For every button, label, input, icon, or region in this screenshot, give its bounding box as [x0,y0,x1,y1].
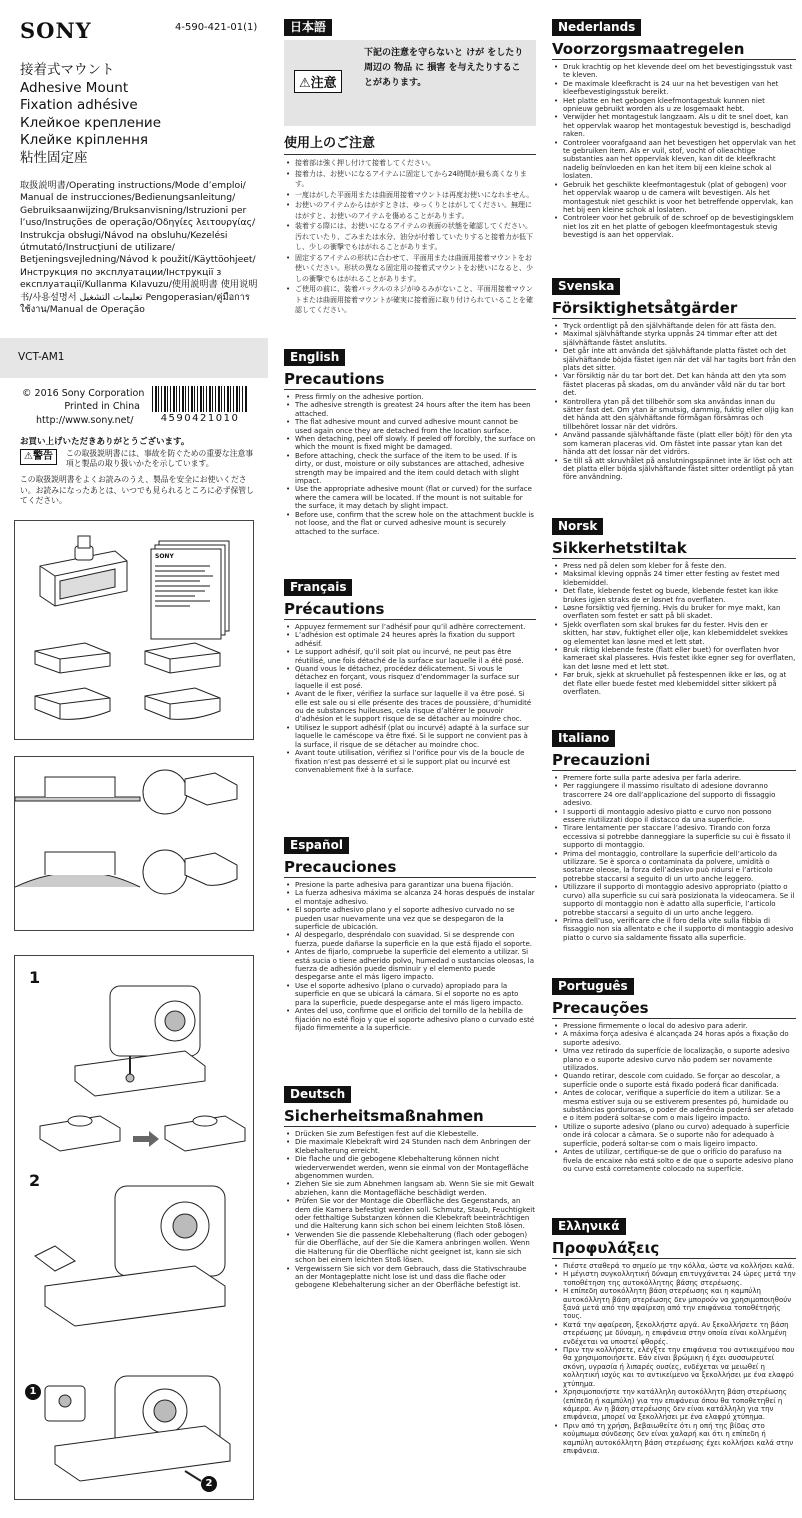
step2-camera-drawing [35,1186,225,1326]
instruction-sheet-drawing [151,541,229,639]
section-norwegian [552,515,796,697]
list-item: • Before use, confirm that the screw hole on the attachment buckle is not loose, and the flat or curved adhesive mount is securely attached to the surface. [284,511,536,536]
list-item: • ご使用の前に、装着バックルのネジがゆるみがないこと、平面用接着マウントまたは曲面用接着マウントが確実に接着面に取り付けられていることを確認してください。 [284,284,536,316]
list-item: • Prima dell’uso, verificare che il foro della vite sulla fibbia di fissaggio non sia allentato e che il supporto di montaggio adesivo piatto o curvo sia saldamente fissato alla superficie. [552,917,796,942]
list-item: • Χρησιμοποιήστε την κατάλληλη αυτοκόλλητη βάση στερέωσης (επίπεδη ή καμπύλη) για την επιφάνεια όπου θα τοποθετηθεί η κάμερα. Αν η βάση στερέωσης δεν είναι κατάλληλη για την επιφάνεια, μπορεί να ξεκολλήσει με ένα ελαφρύ χτύπημα. [552,1388,796,1422]
list-item: • Antes de fijarlo, compruebe la superficie del elemento a utilizar. Si está sucia o tiene adherido polvo, humedad o sustancias oleosas, la fuerza de adhesión puede disminuir y el elemento puede despegarse ante el más ligero impacto. [284,948,536,982]
list-item: • 装着する際には、お使いになるアイテムの表面の状態を確認してください。汚れていたり、ごみまたは水分、油分が付着していたりすると接着力が低下し、少しの衝撃でもはがれることがあります。 [284,221,536,253]
barcode [152,386,248,412]
product-titles [20,62,161,167]
list-item: • Avant toute utilisation, vérifiez si l’orifice pour vis de la boucle de fixation n’est pas desserré et si le support plat ou incurvé est convenablement fixé à la surface. [284,749,536,774]
sheet-sony-logo: SONY [155,553,174,560]
list-item: • Ziehen Sie sie zum Abnehmen langsam ab. Wenn Sie sie mit Gewalt abziehen, kann die Montagefläche beschädigt werden. [284,1180,536,1197]
attachment-buckle-drawing [40,536,127,606]
list-item: • Quando retirar, descole com cuidado. Se forçar ao descolar, a superfície onde o suporte está fixado poderá ficar danificada. [552,1072,796,1089]
section-italian [552,727,796,942]
list-item: • Druk krachtig op het klevende deel om het bevestigingsstuk vast te kleven. [552,63,796,80]
list-item: • Utilize o suporte adesivo (plano ou curvo) adequado à superfície onde irá colocar a câmara. Se o suporte não for adequado à superfície, poderá soltar-se com o mais ligeiro impacto. [552,1123,796,1148]
lang-badge-en: English [284,349,345,366]
lang-badge-ja: 日本語 [284,19,332,36]
list-item: • Η μέγιστη συγκολλητική δύναμη επιτυγχάνεται 24 ώρες μετά την τοποθέτηση της αυτοκόλλητης βάσης στερέωσης. [552,1270,796,1287]
list-item: • Per raggiungere il massimo risultato di adesione dovranno trascorrere 24 ore dall’applicazione del supporto di fissaggio adesivo. [552,782,796,807]
divider [552,770,796,771]
list-item: • Πριν από τη χρήση, βεβαιωθείτε ότι η οπή της βίδας στο κούμπωμα σύνδεσης δεν είναι χαλαρή και ότι η επίπεδη ή καμπύλη αυτοκόλλητη βάση στερέωσης έχει κολλήσει καλά στην επιφάνεια. [552,1422,796,1456]
divider [552,59,796,60]
lang-badge-fr: Français [284,579,352,596]
model-number: VCT-AM1 [18,351,65,363]
section-spanish [284,834,536,1032]
list-no [552,562,796,697]
copyright: © 2016 Sony Corporation [22,388,145,399]
list-ja [284,158,536,316]
list-item: • Verwenden Sie die passende Klebehalterung (flach oder gebogen) für die Oberfläche, auf der Sie die Kamera anbringen wollen. Wenn die Halterung für die Oberfläche nicht geeignet ist, kann sie sich schon bei einem leichten Stoß lösen. [284,1231,536,1265]
list-es [284,881,536,1032]
divider [284,154,536,155]
barcode-number: 4590421010 [160,413,240,424]
part-number: 4-590-421-01(1) [175,22,258,33]
caution-label: ⚠注意 [294,70,342,93]
section-french [284,576,536,774]
list-item: • Press firmly on the adhesive portion. [284,393,536,401]
lang-badge-pt: Português [552,978,634,995]
step1-detail-right [165,1116,245,1151]
list-item: • Vergewissern Sie sich vor dem Gebrauch, dass die Stativschraube an der Montageplatte nicht lose ist und dass die flache oder gebogene Klebehalterung sicher an der Oberfläche befestigt ist. [284,1265,536,1290]
step-2-number: 2 [29,1171,41,1190]
list-item: • El soporte adhesivo plano y el soporte adhesivo curvado no se pueden usar nuevamente una vez que se despegaron de la superficie de ubicación. [284,906,536,931]
list-item: • 接着力は、お使いになるアイテムに固定してから24時間が最も高くなります。 [284,169,536,190]
list-item: • Bruk riktig klebende feste (flatt eller buet) for overflaten hvor kameraet skal plasseres. Hvis festet ikke egner seg for overflaten, kan det løsne med et lett støt. [552,646,796,671]
list-item: • Det går inte att använda det självhäftande platta fästet och det självhäftande böjda fästet igen när det väl har tagits bort från den plats det sitter. [552,347,796,372]
list-item: • Use el soporte adhesivo (plano o curvado) apropiado para la superficie en que se ubicará la cámara. Si el soporte no es apto para la superficie, puede despegarse ante el más ligero impacto. [284,982,536,1007]
list-item: • Avant de le fixer, vérifiez la surface sur laquelle il va être posé. Si elle est sale ou si elle présente des traces de poussière, d’humidité ou de substances huileuses, cela risque d’altérer le pouvoir d’adhésion et le support risque de se détacher au moindre choc. [284,690,536,724]
list-item: • Die flache und die gebogene Klebehalterung können nicht wiederverwendet werden, wenn sie einmal von der Montagefläche abgenommen wurden. [284,1155,536,1180]
heading-de: Sicherheitsmaßnahmen [284,1107,484,1125]
lang-badge-de: Deutsch [284,1086,351,1103]
list-item: • Le support adhésif, qu’il soit plat ou incurvé, ne peut pas être réutilisé, une fois détaché de la surface sur laquelle il a été posé. [284,648,536,665]
heading-en: Precautions [284,370,385,388]
list-item: • La fuerza adhesiva máxima se alcanza 24 horas después de instalar el montaje adhesivo. [284,889,536,906]
list-sv [552,322,796,482]
lang-badge-sv: Svenska [552,278,620,295]
manual-languages: 取扱説明書/Operating instructions/Mode d’emploi/ Manual de instrucciones/Bedienungsanleitung/ Gebruiksaanwijzing/Bruksanvisning/Istruzioni per l’uso/Instruções de operação/Οδηγίες λειτουργίας/ Instrukcja obsługi/Návod na obsluhu/Kezelési útmutató/Instrucţiuni de utilizare/ Betjeningsvejledning/Návod k použití/Käyttöohjeet/ Инструкция по эксплуатации/Інструкції з експлуатації/Kullanma Kılavuzu/使用説明書 使用说明书/사용설명서 تعليمات التشغيل Pengoperasian/คู่มือการใช้งาน/Manual de Operação [20,180,258,316]
list-item: • Använd passande självhäftande fäste (platt eller böjt) för den yta som kameran placeras vid. Om fästet inte passar ytan kan det hända att det lossar när det vidrörs. [552,431,796,456]
list-item: • Pressione firmemente o local do adesivo para aderir. [552,1022,796,1030]
list-item: • Utilizzare il supporto di montaggio adesivo appropriato (piatto o curvo) alla superficie su cui sarà posizionata la videocamera. Se il supporto di montaggio non è adatto alla superficie, l’articolo potrebbe staccarsi a seguito di un urto anche leggero. [552,883,796,917]
heading-sv: Försiktighetsåtgärder [552,299,738,317]
list-item: • Prüfen Sie vor der Montage die Oberfläche des Gegenstands, an dem die Kamera befestigt werden soll. Schmutz, Staub, Feuchtigkeit oder fetthaltige Substanzen können die Klebekraft beeinträchtigen und die Halterung kann sich schon bei einem leichten Stoß lösen. [284,1197,536,1231]
list-item: • Κατά την αφαίρεση, ξεκολλήστε αργά. Αν ξεκολλήσετε τη βάση στερέωσης με δύναμη, η επιφάνεια στην οποία είναι κολλημένη ενδέχεται να υποστεί φθορές. [552,1321,796,1346]
section-english [284,346,536,536]
list-item: • Verwijder het montagestuk langzaam. Als u dit te snel doet, kan het oppervlak waarop het montagestuk bevestigd is, beschadigd raken. [552,113,796,138]
warning-text: この取扱説明書には、事故を防ぐための重要な注意事項と製品の取り扱いかたを示しています。 [66,449,254,468]
list-item: • Controleer voor het gebruik of de schroef op de bevestigingsklem niet los zit en het platte of gebogen kleefmontagestuk stevig bevestigd is aan het oppervlak. [552,214,796,239]
section-japanese [284,16,536,316]
divider [552,1258,796,1259]
lang-badge-es: Español [284,837,349,854]
title-ja: 接着式マウント [20,62,115,78]
list-item: • Η επίπεδη αυτοκόλλητη βάση στερέωσης και η καμπύλη αυτοκόλλητη βάση στερέωσης δεν μπορούν να χρησιμοποιηθούν ξανά μετά από την αφαίρεση από την επιφάνεια τοποθέτησής τους. [552,1287,796,1321]
section-greek [552,1215,796,1455]
list-item: • Πριν την κολλήσετε, ελέγξτε την επιφάνεια του αντικειμένου που θα χρησιμοποιήσετε. Εάν είναι βρώμικη ή έχει συσσωρευτεί σκόνη, υγρασία ή λιπαρές ουσίες, ενδέχεται να μειωθεί η κολλητική ισχύς και το αντικείμενο να ξεκολλήσει με ένα ελαφρύ χτύπημα. [552,1346,796,1388]
curved-surface-drawing [15,850,237,894]
list-fr [284,623,536,774]
section-german [284,1083,536,1290]
heading-no: Sikkerhetstiltak [552,539,687,557]
divider [284,619,536,620]
thanks-text: お買い上げいただきありがとうございます。 [20,437,190,447]
list-it [552,774,796,942]
list-item: • Antes de utilizar, certifique-se de que o orifício do parafuso na fivela de encaixe não está solto e de que o suporte adesivo plano ou curvo está corretamente colocado na superfície. [552,1148,796,1173]
list-item: • Antes de colocar, verifique a superfície do item a utilizar. Se a mesma estiver suja ou se estiverem presentes pó, humidade ou substâncias gordurosas, o poder de aderência poderá ser afetado e o item poderá soltar-se com o mais ligeiro impacto. [552,1089,796,1123]
figure-flat-curved [14,756,254,931]
title-uk: Клейке кріплення [20,132,149,148]
sony-logo: SONY [20,18,92,43]
list-item: • Løsne forsiktig ved fjerning. Hvis du bruker for mye makt, kan overflaten som festet er satt på bli skadet. [552,604,796,621]
curved-mounts-drawing [35,688,220,719]
lang-badge-no: Norsk [552,518,603,535]
list-item: • Presione la parte adhesiva para garantizar una buena fijación. [284,881,536,889]
divider [552,558,796,559]
list-item: • Det flate, klebende festet og buede, klebende festet kan ikke brukes igjen straks de er løsnet fra overflaten. [552,587,796,604]
heading-it: Precauzioni [552,751,651,769]
list-item: • A máxima força adesiva é alcançada 24 horas após a fixação do suporte adesivo. [552,1030,796,1047]
divider [284,1126,536,1127]
title-zh: 粘性固定座 [20,149,88,166]
list-item: • Drücken Sie zum Befestigen fest auf die Klebestelle. [284,1130,536,1138]
list-item: • Before attaching, check the surface of the item to be used. If is dirty, or dust, moisture or oily substances are attached, adhesive strength may be impaired and the item could detach with slight impact. [284,452,536,486]
caution-box [284,40,536,126]
list-item: • Quand vous le détachez, procédez délicatement. Si vous le détachez en forçant, vous risquez d’endommager la surface sur laquelle il est posé. [284,665,536,690]
list-el [552,1262,796,1455]
warning-triangle-icon: ⚠ [24,451,33,462]
list-item: • Gebruik het geschikte kleefmontagestuk (plat of gebogen) voor het oppervlak waarop u de camera wilt bevestigen. Als het montagestuk niet geschikt is voor het betreffende oppervlak, kan het bij een kleine schok al loslaten. [552,181,796,215]
list-item: • Premere forte sulla parte adesiva per farla aderire. [552,774,796,782]
sub-step-2-marker: 2 [201,1476,217,1492]
warning-label: ⚠警告 [20,449,57,465]
list-item: • Use the appropriate adhesive mount (flat or curved) for the surface where the camera will be located. If the mount is not suitable for the surface, it may detach by slight impact. [284,485,536,510]
flat-curved-illustration [15,757,253,930]
step1-detail-left [40,1116,120,1151]
figure-steps [14,955,254,1500]
list-item: • 接着部は強く押し付けて接着してください。 [284,158,536,169]
list-item: • Antes del uso, confirme que el orificio del tornillo de la hebilla de fijación no esté flojo y que el soporte adhesivo plano o curvado esté fijado firmemente a la superficie. [284,1007,536,1032]
list-item: • Var försiktig när du tar bort det. Det kan hända att den yta som fästet placeras på skadas, om du använder våld när du tar bort det. [552,372,796,397]
lang-badge-nl: Nederlands [552,19,641,36]
list-item: • 固定するアイテムの形状に合わせて、平面用または曲面用接着マウントをお使いください。形状の異なる固定用の接着式マウントをお使いになると、少しの衝撃でもはがれることがあります。 [284,253,536,285]
list-item: • The adhesive strength is greatest 24 hours after the item has been attached. [284,401,536,418]
list-item: • Tirare lentamente per staccare l’adesivo. Tirando con forza eccessiva si potrebbe danneggiare la superficie su cui è fissato il supporto di montaggio. [552,824,796,849]
list-item: • L’adhésion est optimale 24 heures après la fixation du support adhésif. [284,631,536,648]
title-fr: Fixation adhésive [20,97,138,113]
divider [552,318,796,319]
list-item: • Maximal självhäftande styrka uppnås 24 timmar efter att det självhäftande fästet anslutits. [552,330,796,347]
list-item: • When detaching, peel off slowly. If peeled off forcibly, the surface on which the mount is fixed might be damaged. [284,435,536,452]
list-item: • De maximale kleefkracht is 24 uur na het bevestigen van het kleefbevestigingsstuk bereikt. [552,80,796,97]
list-item: • Før bruk, sjekk at skruehullet på festespennen ikke er løs, og at det flate eller buede festet med klebemiddel sitter sikkert på overflaten. [552,671,796,696]
section-dutch [552,16,796,240]
list-item: • Al despegarlo, despréndalo con suavidad. Si se desprende con fuerza, puede dañarse la superficie en la que está fijado el soporte. [284,931,536,948]
model-bar [0,338,268,378]
keep-text: この取扱説明書をよくお読みのうえ、製品を安全にお使いください。お読みになったあとは、いつでも見られるところに必ず保管してください。 [20,475,254,505]
figure-contents [14,520,254,740]
list-item: • Controleer voorafgaand aan het bevestigen het oppervlak van het te gebruiken item. Als er vuil, stof, vocht of olieachtige substanties aan het oppervlak kleven, kan dit de kleefkracht nadelig beïnvloeden en kan het item bij een kleine schok al loslaten. [552,139,796,181]
caution-triangle-icon: ⚠ [299,76,311,91]
heading-el: Προφυλάξεις [552,1239,660,1257]
step-1-number: 1 [29,968,41,987]
list-item: • Maksimal kleving oppnås 24 timer etter festing av festet med klebemiddel. [552,570,796,587]
sub-step-1-marker: 1 [25,1384,41,1400]
list-item: • Die maximale Klebekraft wird 24 Stunden nach dem Anbringen der Klebehalterung erreicht. [284,1138,536,1155]
sony-url[interactable]: http://www.sony.net/ [36,415,134,426]
section-swedish [552,275,796,482]
printed-in: Printed in China [64,401,140,412]
contents-illustration [15,521,253,739]
list-item: • Prima del montaggio, controllare la superficie dell’articolo da utilizzare. Se è sporca o contaminata da polvere, umidità o sostanze oleose, la forza dell’adesivo può ridursi e l’articolo potrebbe staccarsi a seguito di un urto anche leggero. [552,850,796,884]
list-item: • Tryck ordentligt på den självhäftande delen för att fästa den. [552,322,796,330]
list-item: • お使いのアイテムからはがすときは、ゆっくりとはがしてください。無理にはがすと、お使いのアイテムを傷めることがあります。 [284,200,536,221]
heading-fr: Précautions [284,600,385,618]
heading-ja: 使用上のご注意 [284,136,376,151]
list-item: • Utilisez le support adhésif (plat ou incurvé) adapté à la surface sur laquelle le caméscope va être fixé. Si le support ne convient pas à la surface, il risque de se détacher au moindre choc. [284,724,536,749]
section-portuguese [552,975,796,1173]
caution-text: 下記の注意を守らないと けが をしたり周辺の 物品 に 損害 を与えたりすることがあります。 [364,48,524,88]
list-item: • Uma vez retirado da superfície de localização, o suporte adesivo plano e o suporte adesivo curvo não podem ser novamente utilizados. [552,1047,796,1072]
list-item: • Appuyez fermement sur l’adhésif pour qu’il adhère correctement. [284,623,536,631]
list-item: • Press ned på delen som kleber for å feste den. [552,562,796,570]
title-ru: Клейкое крепление [20,114,161,131]
list-pt [552,1022,796,1173]
divider [284,877,536,878]
list-item: • Se till så att skruvhålet på anslutningsspännet inte är löst och att det platta eller böjda självhäftande fästet sitter ordentligt på ytan före användning. [552,457,796,482]
heading-nl: Voorzorgsmaatregelen [552,40,745,58]
flat-mounts-drawing [35,643,220,673]
list-en [284,393,536,536]
divider [552,1018,796,1019]
list-item: • Kontrollera ytan på det tillbehör som ska användas innan du sätter fast det. Om ytan är smutsig, dammig, fuktig eller oljig kan det hända att den självhäftande förmågan försämras och tillbehöret lossar när det vidrörs. [552,398,796,432]
lang-badge-it: Italiano [552,730,615,747]
step1-camera-drawing [75,986,205,1096]
list-item: • Πιέστε σταθερά το σημείο με την κόλλα, ώστε να κολλήσει καλά. [552,1262,796,1270]
step3-camera-drawing [45,1376,230,1481]
list-item: • The flat adhesive mount and curved adhesive mount cannot be used again once they are detached from the location surface. [284,418,536,435]
list-item: • Het platte en het gebogen kleefmontagestuk kunnen niet opnieuw gebruikt worden als u ze losgemaakt hebt. [552,97,796,114]
list-item: • 一度はがした平面用または曲面用接着マウントは再度お使いになれません。 [284,190,536,201]
divider [284,389,536,390]
list-item: • I supporti di montaggio adesivo piatto e curvo non possono essere riutilizzati dopo il distacco da una superficie. [552,808,796,825]
heading-pt: Precauções [552,999,649,1017]
list-de [284,1130,536,1290]
title-en: Adhesive Mount [20,79,129,96]
cover-column [0,0,268,1518]
lang-badge-el: Ελληνικά [552,1218,626,1235]
list-item: • Sjekk overflaten som skal brukes før du fester. Hvis den er skitten, har støv, fuktighet eller olje, kan klebemiddelet svekkes og elementet kan løsne med et lett støt. [552,621,796,646]
arrow-right-icon [133,1131,159,1147]
list-nl [552,63,796,240]
heading-es: Precauciones [284,858,397,876]
flat-surface-drawing [15,770,237,814]
step-illustrations [15,956,253,1499]
